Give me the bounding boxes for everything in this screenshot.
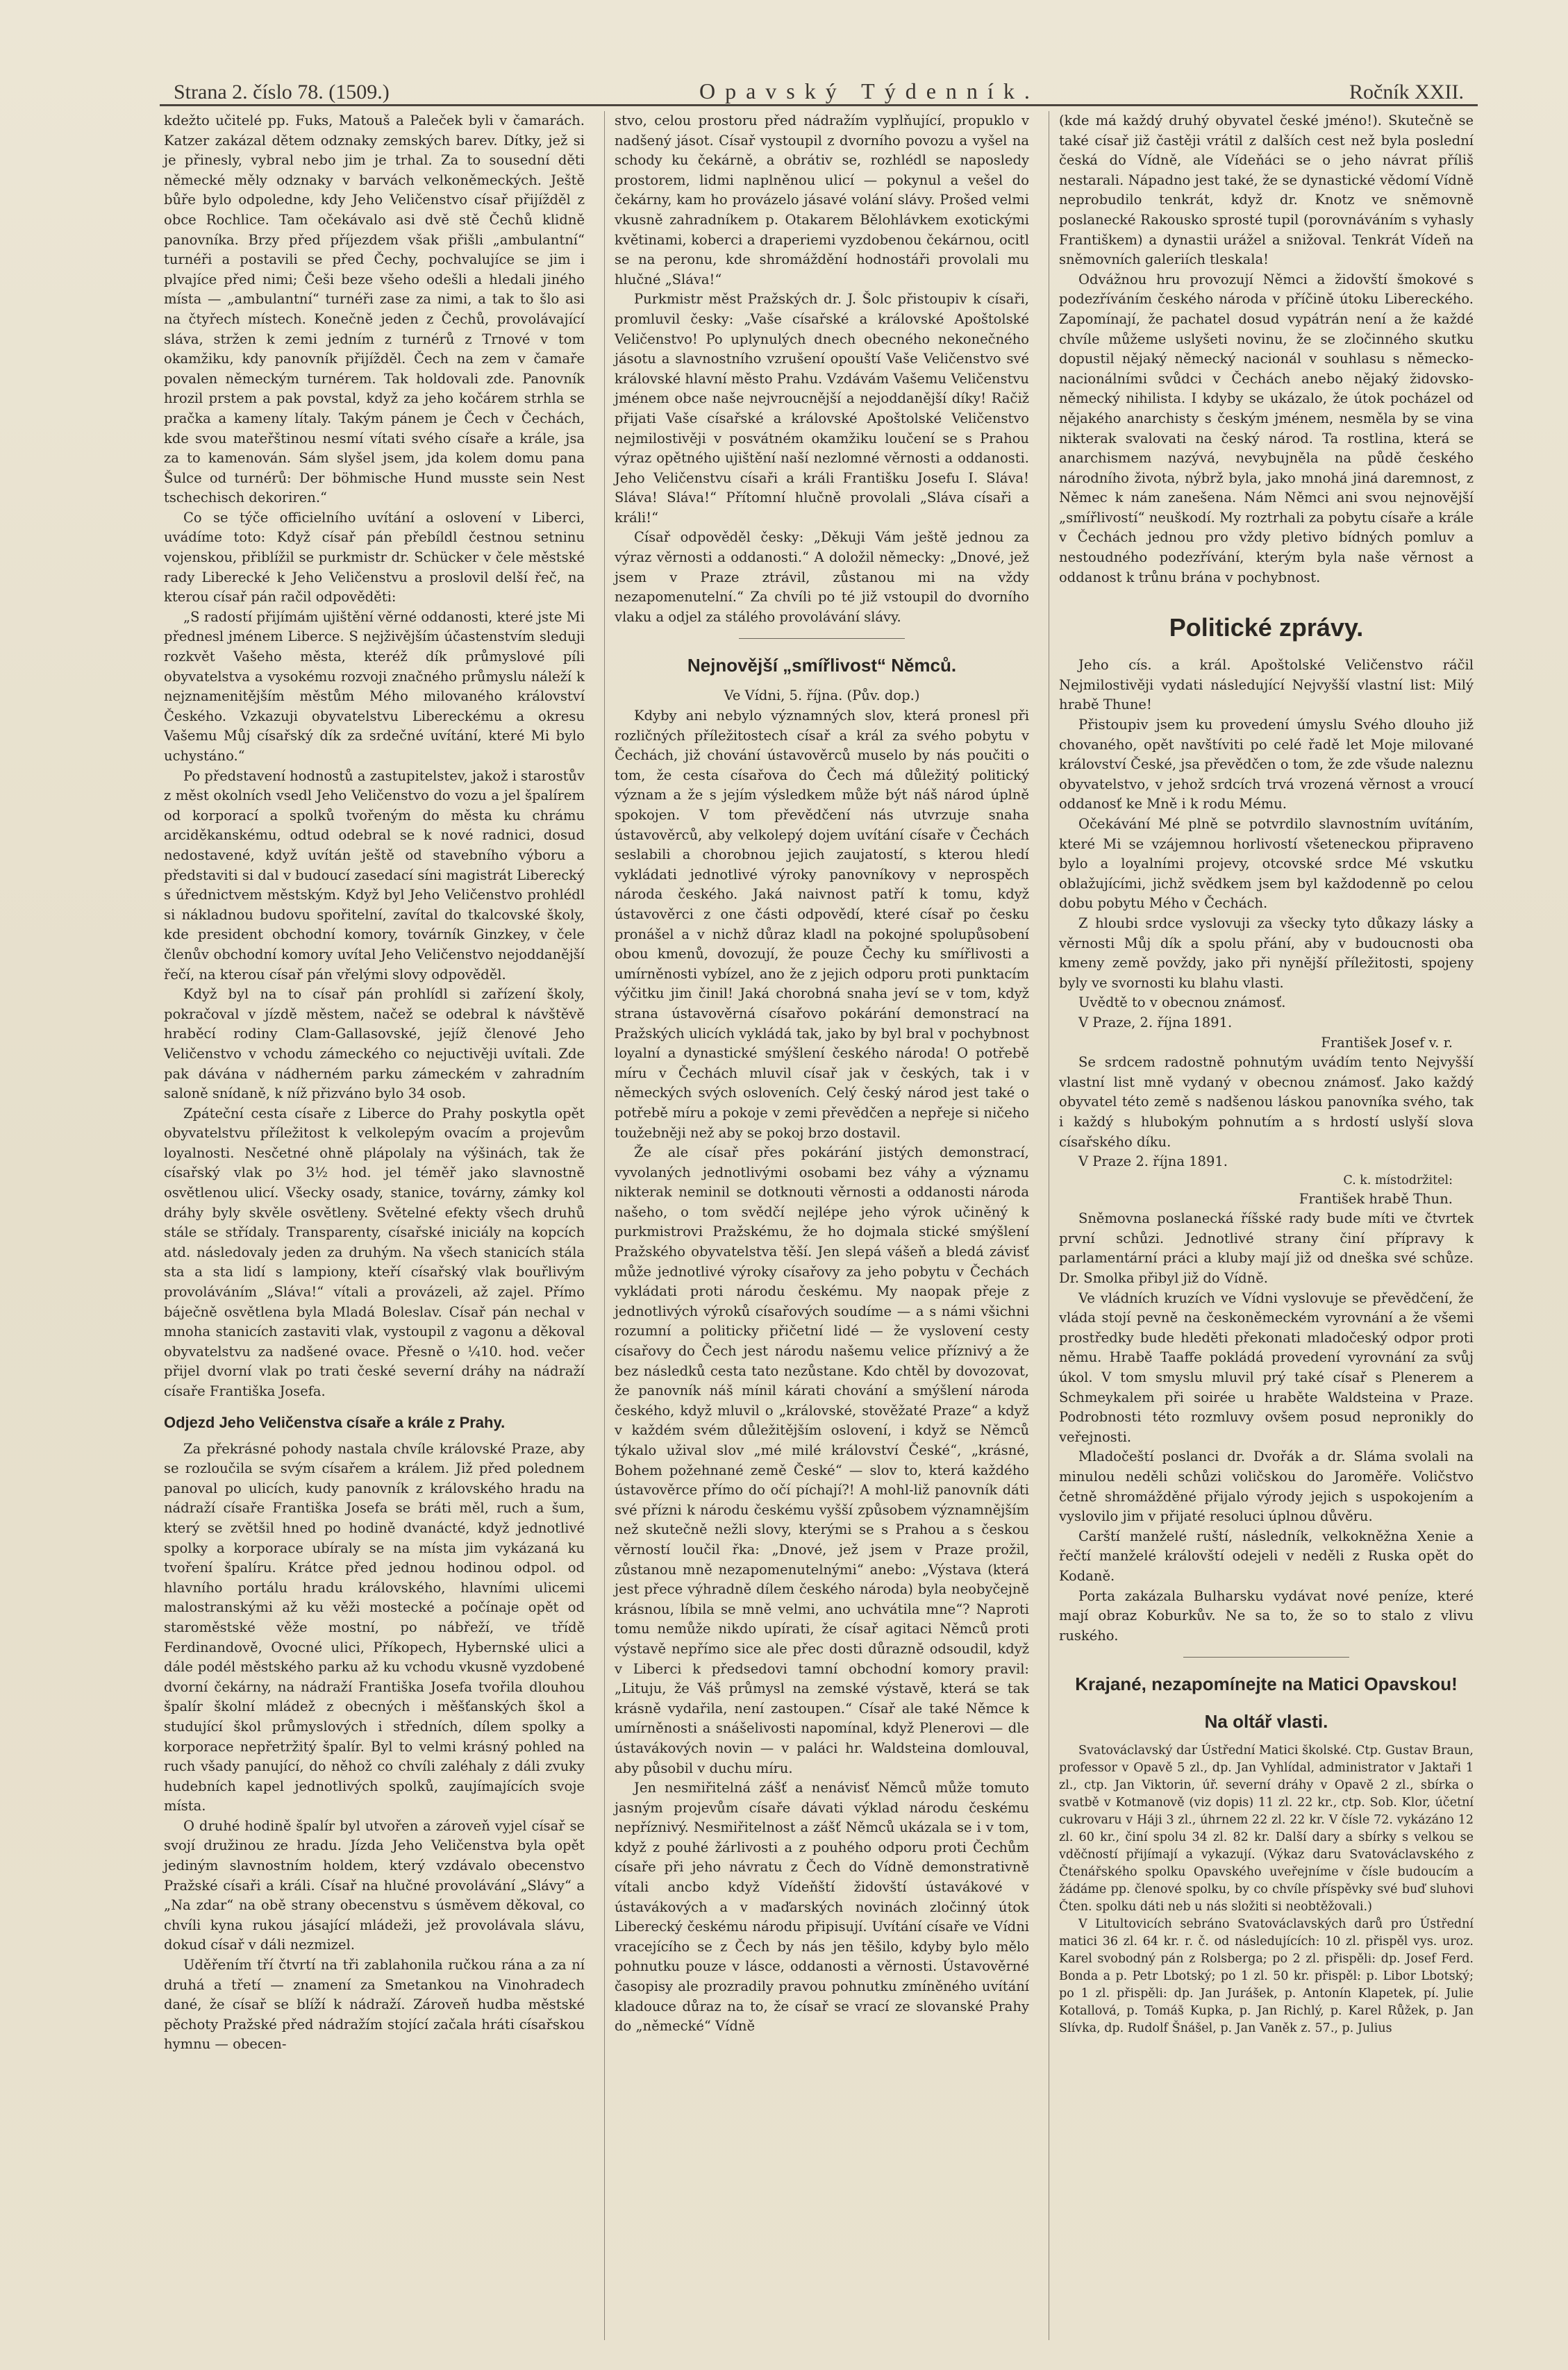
paragraph: Zpáteční cesta císaře z Liberce do Prahy poskytla opět obyvatelstvu příležitost k velkolepým ovacím a projevům loyalnosti. Nesčetné ohně plápolaly na výšinách, tak že císařský vlak po 3½ hod. jel téměř jako slavnostně osvětlenou ulicí. Všecky osady, stanice, továrny, zámky kol dráhy byly skvěle osvětleny. Světelné efekty všech druhů stále se střídaly. Transparenty, císařské iniciály na kopcích atd. následovaly jeden za druhým. Na všech stanicích stála sta a sta lidí s lampiony, kteří císařský vlak bouřlivým provoláváním „Sláva!“ vítali a provázeli, až zajel. Přímo báječně osvětlena byla Mladá Boleslav. Císař pán nechal v mnoha stanicích zastaviti vlak, vystoupil z vagonu a děkoval obyvatelstvu za nadšené ovace. Přesně o ¼10. hod. večer přijel dvorní vlak po trati české severní dráhy na nádraží císaře Františka Josefa. bbox=[164, 1105, 585, 1399]
paragraph: V Litultovicích sebráno Svatováclavských darů pro Ústřední matici 36 zl. 64 kr. r. č. od následujících: 10 zl. přispěl vys. uroz. Karel svobodný pán z Rolsberga; po 2 zl. přispěli: dp. Josef Ferd. Bonda a p. Petr Lbotský; po 1 zl. 50 kr. přispěl: p. Libor Lbotský; po 1 zl. přispěli: dp. Jan Jurášek, p. Antonín Klapetek, pí. Julie Kotallová, p. Tomáš Kupka, p. Jan Richlý, p. Karel Růžek, p. Jan Slívka, dp. Rudolf Šnášel, p. Jan Vaněk z. 57., p. Julius bbox=[1059, 1917, 1474, 2036]
appeal-heading: Krajané, nezapomínejte na Matici Opavskou! bbox=[1075, 1674, 1458, 1695]
paragraph: Že ale císař přes pokárání jistých demonstrací, vyvolaných jednotlivými osobami bez váhy a významu nikterak neminil se dotknouti věrnosti a oddanosti národa našeho, o tom svědčí nejlépe jeho výrok učiněný k purkmistrovi Pražskému, že ho dojmala stické smýšlení Pražského obyvatelstva těší. Jen slepá vášeň a bledá závisť může jednotlivé výroky císařovy za jeho pobytu v Čechách vykládati proti národu českému. My naopak přeje z jednotlivých výroků císařových soudíme — a s námi všichni rozumní a politicky přičetní lidé — že vyslovení cesty císařovy do Čech jest národu našemu velice příznivý a že bez následků cesta tato nezůstane. Kdo chtěl by dovozovat, že panovník náš mínil kárati chování a smýšlení národa českého, když mluvil o „královské, stověžaté Praze“ a když v každém svém důležitějším oslovení, i když se Němců týkalo užival slov „mé milé království České“, „krásné, Bohem požehnané země České“ — slov to, která každého ústavověrce přímo do očí píchají?! A mohl-liž panovník dáti své přízni k národu českému vyšší způsobem významnějším než skutečně nežli slovy, kterými se s Prahou a s českou věrností loučil řka: „Dnové, jež jsem v Praze prožil, zůstanou mně nezapomenutelnými“ anebo: „Výstava (která jest přece výhradně dílem českého národa) byla neobyčejně krásnou, líbila se mně velmi, ano uchvátila mne“? Naproti tomu nemůže nikdo upírati, že císař agitaci Němců proti výstavě nepřímo sice ale přec dosti důrazně odsoudil, když v Liberci k předsedovi tamní obchodní komory pravil: „Lituju, že Váš průmysl na zemské výstavě, která se tak krásně vydařila, není zastoupen.“ Císař ale také Němce k umírněnosti a snášelivosti napomínal, když Plenerovi — dle ústavákových novin — v paláci hr. Waldsteina domlouval, aby působil v duchu míru. bbox=[615, 1144, 1029, 1776]
column-3 bbox=[1049, 111, 1478, 2340]
signature-title: C. k. místodržitel: bbox=[1343, 1173, 1453, 1187]
paragraph: Po představení hodnostů a zastupitelstev, jakož i starostův z měst okolních vsedl Jeho Veličenstvo do vozu a jel špalírem od korporací a spolků tvořeným do města ku chrámu arciděkanskému, odtud odebral se k nové radnici, dosud nedostavené, když uvítán ještě od stavebního výboru a představiti si dal v budoucí zasedací síni magistrát Liberecký s úřednictvem městským. Když byl Jeho Veličenstvo prohlédl si nákladnou budovu spořitelní, zavítal do tkalcovské školy, kde president obchodní komory, továrník Ginzkey, v čele členův obchodní komory uvítal Jeho Veličenstvo nejoddanější řečí, na kterou císař pán vřelými slovy odpověděl. bbox=[164, 767, 585, 983]
section-heading-politics: Politické zprávy. bbox=[1169, 613, 1364, 642]
article-dateline: Ve Vídni, 5. října. (Pův. dop.) bbox=[724, 687, 920, 704]
column-1 bbox=[160, 111, 589, 2340]
signature: František Josef v. r. bbox=[1321, 1034, 1453, 1051]
paragraph: Očekávání Mé plně se potvrdilo slavnostním uvítáním, které Mi se vzájemnou horlivostí všeteneckou připraveno bylo a loyalními projevy, otcovské srdce Mé vskutku oblažujícími, jichž svědkem jsem byl každodenně po celou dobu pobytu Mého v Čechách. bbox=[1059, 816, 1474, 912]
paragraph: Sněmovna poslanecká říšské rady bude míti ve čtvrtek první schůzi. Jednotlivé strany činí přípravy k parlamentární práci a kluby mají již od dneška své schůze. Dr. Smolka přibyl již do Vídně. bbox=[1059, 1210, 1474, 1287]
paragraph: Purkmistr měst Pražských dr. J. Šolc přistoupiv k císaři, promluvil česky: „Vaše císařské a královské Apoštolské Veličenstvo! Po uplynulých dnech obecného nekonečného jásotu a slavnostního vzrušení opouští Vaše Veličenstvo své královské hlavní město Prahu. Vzdávám Vašemu Veličenstvu jménem obce naše nejvroucnější a nejoddanější díky! Račiž přijati Vaše císařské a královské Apoštolské Veličenstvo nejmilostivěji v posvátném okamžiku loučení se s Prahou výraz opětného ujištění naší nezlomné věrnosti a oddanosti. Jeho Veličenstvu císaři a králi Františku Josefu I. Sláva! Sláva! Sláva!“ Přítomní hlučně provolali „Sláva císaři a králi!“ bbox=[615, 291, 1029, 526]
page-header bbox=[174, 56, 1464, 104]
paragraph: stvo, celou prostoru před nádražím vyplňující, propuklo v nadšený jásot. Císař vystoupil z dvorního povozu a vyšel na schody ku čekárně, a obrátiv se, rozhlédl se naposledy prostorem, lidmi naplněnou ulicí — pokynul a vešel do čekárny, kam ho provázelo jásavé volání slávy. Prošed velmi vkusně zahradníkem p. Otakarem Bělohlávkem exotickými květinami, koberci a draperiemi vyzdobenou čekárnou, ocitl se na peronu, kde shromáždění hodnostáři provolali mu hlučné „Sláva!“ bbox=[615, 112, 1029, 287]
paragraph: Když byl na to císař pán prohlídl si zařízení školy, pokračoval v jízdě městem, načež se odebral k návštěvě hraběcí rodiny Clam-Gallasovské, jejíž členové Jeho Veličenstvo v vchodu zámeckého co nejuctivěji uvítali. Zde pak dávána v nádherném parku zámeckém v zahradním saloně snídaně, k níž přizváno bylo 34 osob. bbox=[164, 986, 585, 1102]
article-columns bbox=[160, 111, 1478, 2340]
appeal-subheading: Na oltář vlasti. bbox=[1204, 1711, 1328, 1733]
header-rule bbox=[160, 104, 1478, 106]
paragraph: kdežto učitelé pp. Fuks, Matouš a Paleček byli v čamarách. Katzer zakázal dětem odznaky zemských barev. Dítky, jež si je přinesly, vybral nebo jim je trhal. Za to sousední děti německé měly odznaky v barvách velkoněmeckých. Ještě bůře bylo odpoledne, kdy Jeho Veličenstvo císař přijížděl z obce Rochlice. Tam očekávalo asi dvě stě Čechů klidně panovníka. Brzy před příjezdem však přišli „ambulantní“ turnéři a postavili se před Čechy, pochvalujíce se jim i plvajíce před nimi; Češi beze všeho odešli a hledali jiného místa — „ambulantní“ turnéři zase za nimi, a tak to šlo asi na čtyřech místech. Konečně jeden z Čechů, provolávající sláva, stržen k zemi jedním z turnérů z Trnové v tom okamžiku, kdy panovník přijížděl. Čech na zem v čamaře povalen německým turnérem. Tak holdovali zde. Panovník hrozil prstem a pak povstal, když za jeho kočárem strhla se pračka a kameny lítaly. Takým pánem je Čech v Čechách, kde svou mateřštinou nesmí vítati svého císaře a krále, jsa za to kamenován. Sám slyšel jsem, jda kolem domu pana Šulce od turnérů: Der böhmische Hund musste sein Nest tschechisch dekoriren.“ bbox=[164, 112, 585, 506]
paragraph: Přistoupiv jsem ku provedení úmyslu Svého dlouho již chovaného, opět navštíviti po celé řadě let Moje milované království České, jsa převědčen o tom, že zde všude naleznu obyvatelstvo, v jehož srdcích trvá vrozená věrnost a vroucí oddanosť ke Mně i k rodu Mému. bbox=[1059, 717, 1474, 812]
paragraph: Ve vládních kruzích ve Vídni vyslovuje se převědčení, že vláda stojí pevně na českoněmeckém vyrovnání a že všemi prostředky bude hleděti překonati mladočeský odpor proti němu. Hrabě Taaffe pokládá provedení vyrovnání za svůj úkol. V tom smyslu mluvil prý také císař s Plenerem a Schmeykalem při soirée u hraběte Waldsteina v Praze. Podrobnosti této rozmluvy ovšem posud nepronikly do veřejnosti. bbox=[1059, 1290, 1474, 1445]
paragraph: Mladočeští poslanci dr. Dvořák a dr. Sláma svolali na minulou neděli schůzi voličskou do Jaroměře. Voličstvo četně shromážděné přijalo výrody jejich s uspokojením a vyslovilo jim v přijaté resoluci úplnou důvěru. bbox=[1059, 1449, 1474, 1525]
paragraph: Z hloubi srdce vyslovuji za všecky tyto důkazy lásky a věrnosti Můj dík a spolu přání, aby v budoucnosti oba kmeny země povždy, jako při nynější příležitosti, spojeny byly ve svornosti ku blahu vlasti. bbox=[1059, 915, 1474, 991]
article-title-smirlivost: Nejnovější „smířlivost“ Němců. bbox=[687, 655, 957, 676]
paragraph: Císař odpověděl česky: „Děkuji Vám ještě jednou za výraz věrnosti a oddanosti.“ A doložil německy: „Dnové, jež jsem v Praze ztrávil, zůstanou mi na vždy nezapomenutelní.“ Za chvíli po té již vstoupil do dvorního vlaku a odjel za stálého provolávání slávy. bbox=[615, 529, 1029, 625]
paragraph: Za překrásné pohody nastala chvíle královské Praze, aby se rozloučila se svým císařem a králem. Již před polednem panoval po ulicích, kudy panovník z královského hradu na nádraží císaře Františka Josefa se bráti měl, ruch a šum, který se zvětšil hned po hodině dvanácté, když jednotlivé spolky a korporace ubíraly se na místa jim vykázaná ku tvoření špalíru. Krátce před jednou hodinou odpol. od hlavního portálu hradu královského, hlavními ulicemi malostranskými až ku věži mostecké a počínaje opět od staroměstské věže mostní, po nábřeží, ve třídě Ferdinandově, Ovocné ulici, Příkopech, Hybernské ulici a dále podél městského parku až ku vchodu vkusně vyzdobené dvorní čekárny, na nádraží Františka Josefa tvořila dlouhou špalír školní mládež z obecných i měšťanských škol a studující škol průmyslových i středních, dílem spolky a korporace nepřetržitý špalír. Byl to velmi krásný pohled na ruch všady panující, do něhož co chvíli zaléhaly z dáli zvuky hudebních kapel jednotlivých spolků, zaujímajících svoje místa. bbox=[164, 1440, 585, 1814]
section-divider bbox=[1183, 1657, 1349, 1658]
paragraph: Uvědtě to v obecnou známosť. bbox=[1078, 994, 1286, 1011]
paragraph: Se srdcem radostně pohnutým uvádím tento Nejvyšší vlastní list mně vydaný v obecnou známosť. Jako každý obyvatel této země s nadšenou láskou panovníka svého, tak i každý s hlubokým pohnutím a s hrdostí uslyší slova císařského díku. bbox=[1059, 1054, 1474, 1150]
volume-number: Ročník XXII. bbox=[1349, 81, 1464, 103]
paragraph: Odvážnou hru provozují Němci a židovští šmokové s podezříváním českého národa v příčině útoku Libereckého. Zapomínají, že pachatel dosud vypátrán není a že každé chvíle můžeme uslyšeti novinu, že se zločinného skutku dopustil nějaký německý nacionál v souhlasu s německo-nacionálními svůdci v Čechách anebo nějaký židovsko-německý nihilista. I kdyby se ukázalo, že útok pocházel od nějakého anarchisty s českým jménem, nesměla by se vina nikterak svalovati na český národ. Ta rostlina, která se anarchismem nazývá, nevybujněla na půdě českého národního života, nýbrž byla, jako mnohá jiná daremnost, z Němec k nám zanešena. Nám Němci ani svou nejnovější „smířlivostí“ neuškodí. My roztrhali za pobytu císaře a krále v Čechách jednou pro vždy pletivo bídných pomluv a nestoudného podezřívání, kterým byla naše věrnost a oddanost k trůnu brána v pochybnost. bbox=[1059, 271, 1474, 585]
section-heading-departure: Odjezd Jeho Veličenstva císaře a krále z Prahy. bbox=[164, 1413, 506, 1431]
paragraph: V Praze 2. října 1891. bbox=[1078, 1153, 1228, 1170]
paragraph: Jeho cís. a král. Apoštolské Veličenstvo ráčil Nejmilostivěji vydati následující Nejvyšší vlastní list: Milý hrabě Thune! bbox=[1059, 657, 1474, 713]
paragraph: Svatováclavský dar Ústřední Matici školské. Ctp. Gustav Braun, professor v Opavě 5 zl., dp. Jan Vyhlídal, administrator v Jaktaři 1 zl., ctp. Jan Viktorin, úř. severní dráhy v Opavě 2 zl., sbírka o svatbě v Kotmanově (viz dopis) 11 zl. 22 kr., ctp. Sob. Klor, účetní cukrovaru v Háji 3 zl., úhrnem 22 zl. 22 kr. V čísle 72. vykázáno 12 zl. 60 kr., činí spolu 34 zl. 82 kr. Další dary a sbírky s velkou se vděčností přijímají a vykazují. (Výkaz daru Svatováclavského z Čtenářského spolku Opavského uveřejníme v čísle budoucím a žádáme pp. členové spolku, by co chvíle příspěvky své buď sluhovi Čten. spolku dáti neb u nás složiti si neobtěžovali.) bbox=[1059, 1744, 1474, 1914]
column-2 bbox=[604, 111, 1033, 2340]
masthead-title: Opavský Týdenník. bbox=[699, 78, 1040, 103]
paragraph: (kde má každý druhý obyvatel české jméno!). Skutečně se také císař již častěji vrátil z dalších cest než byla poslední česká do Vídně, ale Vídeňáci se o jeho návrat příliš nestarali. Nápadno jest také, že se dynastické vědomí Vídně neprobudilo tenkrát, když dr. Knotz ve sněmovně poslanecké Rakousko sprosté tupil (porovnáváním s vyhasly Františkem) a dynastii urážel a snižoval. Tenkrát Vídeň na sněmovních galeriích tleskala! bbox=[1059, 112, 1474, 268]
paragraph: Co se týče officielního uvítání a oslovení v Liberci, uvádíme toto: Když císař pán přebíldl čestnou setninu vojenskou, přiblížil se purkmistr dr. Schücker v čele městské rady Liberecké k Jeho Veličenstvu a proslovil delší řeč, na kterou císař pán račil odpověděti: bbox=[164, 509, 585, 606]
signature: František hrabě Thun. bbox=[1299, 1190, 1453, 1207]
section-divider bbox=[739, 638, 905, 639]
issue-number: Strana 2. číslo 78. (1509.) bbox=[174, 81, 390, 103]
paragraph: Carští manželé ruští, následník, velkokněžna Xenie a řečtí manželé královští odejeli v neděli z Ruska opět do Kodaně. bbox=[1059, 1528, 1474, 1584]
paragraph: V Praze, 2. října 1891. bbox=[1078, 1014, 1233, 1030]
paragraph: Kdyby ani nebylo významných slov, která pronesl při rozličných příležitostech císař a král za svého pobytu v Čechách, již chování ústavověrců muselo by nás poučiti o tom, že cesta císařova do Čech má důležitý politický význam a že s jejím výsledkem může být náš národ úplně spokojen. V tom převědčení nás utvrzuje snaha ústavověrců, aby velkolepý dojem uvítání císaře v Čechách seslabili a chorobnou jejich zaujatostí, s kterou hledí vykládati jednotlivé výroky panovníkovy v neprospěch národa českého. Jaká naivnost patří k tomu, když ústavověrci z one části odpovědí, které císař po česku pronášel a v nichž důraz kladl na pokojné spolupůsobení obou kmenů, dovozují, že pouze Čechy ku smířlivosti a umírněnosti vybízel, ano že z jejich odporu proti punktacím výčitku jim činil! Jaká chorobná snaha jeví se v tom, když strana ústavověrná císařovo pokárání demonstrací na Pražských ulicích vykládá tak, jako by byl bral v pochybnost loyalní a dynastické smýšlení českého národa! O potřebě míru v Čechách mluvil císař jak v českých, tak i v německých svých osloveních. Celý český národ jest také o potřebě míru a pokoje v zemi převědčen a nepřeje si ničeho toužebněji než aby se pokoj brzo dostavil. bbox=[615, 708, 1029, 1141]
paragraph: Jen nesmiřitelná zášť a nenávisť Němců může tomuto jasným projevům císaře dávati výklad národu českému nepříznivý. Nesmiřitelnost a zášť Němců ukázala se i v tom, když z pouhé žárlivosti a z pouhého odporu proti Čechům císaře při jeho návratu z Čech do Vídně demonstrativně vítali ancbo když Vídeňští židovští ústavákové v ústavákových a v maďarských novinách zločinný útok Liberecký českému národu připisují. Uvítání císaře ve Vídni vracejícího se z Čech by nás jen těšilo, kdyby bylo mělo pohnutku pouze v lásce, oddanosti a věrnosti. Ústavověrné časopisy ale prozradily pravou pohnutku zmíněného uvítání kladouce důraz na to, že císař se vrací ze slovanské Prahy do „německé“ Vídně bbox=[615, 1780, 1029, 2035]
paragraph: „S radostí přijímám ujištění věrné oddanosti, které jste Mi přednesl jménem Liberce. S nejživějším účastenstvím sleduji rozkvět Vašeho města, kteréž dík průmyslové píli obyvatelstva a vysokému rozvoji značného průmyslu náleží k nejznamenitějším městům Mého milovaného království Českého. Vzkazuji obyvatelstvu Libereckému a okresu Vašemu Můj císařský dík za srdečné uvítání, které Mi bylo uchystáno.“ bbox=[164, 608, 585, 764]
paragraph: Porta zakázala Bulharsku vydávat nové peníze, které mají obraz Koburkův. Ne sa to, že so to stalo z vlivu ruského. bbox=[1059, 1587, 1474, 1644]
paragraph: Uděřením tří čtvrtí na tři zablahonila ručkou rána a za ní druhá a třetí — znamení za Smetankou na Vinohradech dané, že císař se blíží k nádraží. Zároveň hudba městské pěchoty Pražské před nádražím stojící začala hráti císařskou hymnu — obecen- bbox=[164, 1957, 585, 2053]
paragraph: O druhé hodině špalír byl utvořen a zároveň vyjel císař se svojí družinou ze hradu. Jízda Jeho Veličenstva byla opět jediným slavnostním holdem, který vzdávalo obecenstvo Pražské císaři a králi. Císař na hlučné provolávání „Slávy“ a „Na zdar“ na obě strany obecenstvu s úsměvem děkoval, co chvíli kyna rukou jásající mládeži, jež provolávala slávu, dokud císař v dáli nezmizel. bbox=[164, 1817, 585, 1953]
